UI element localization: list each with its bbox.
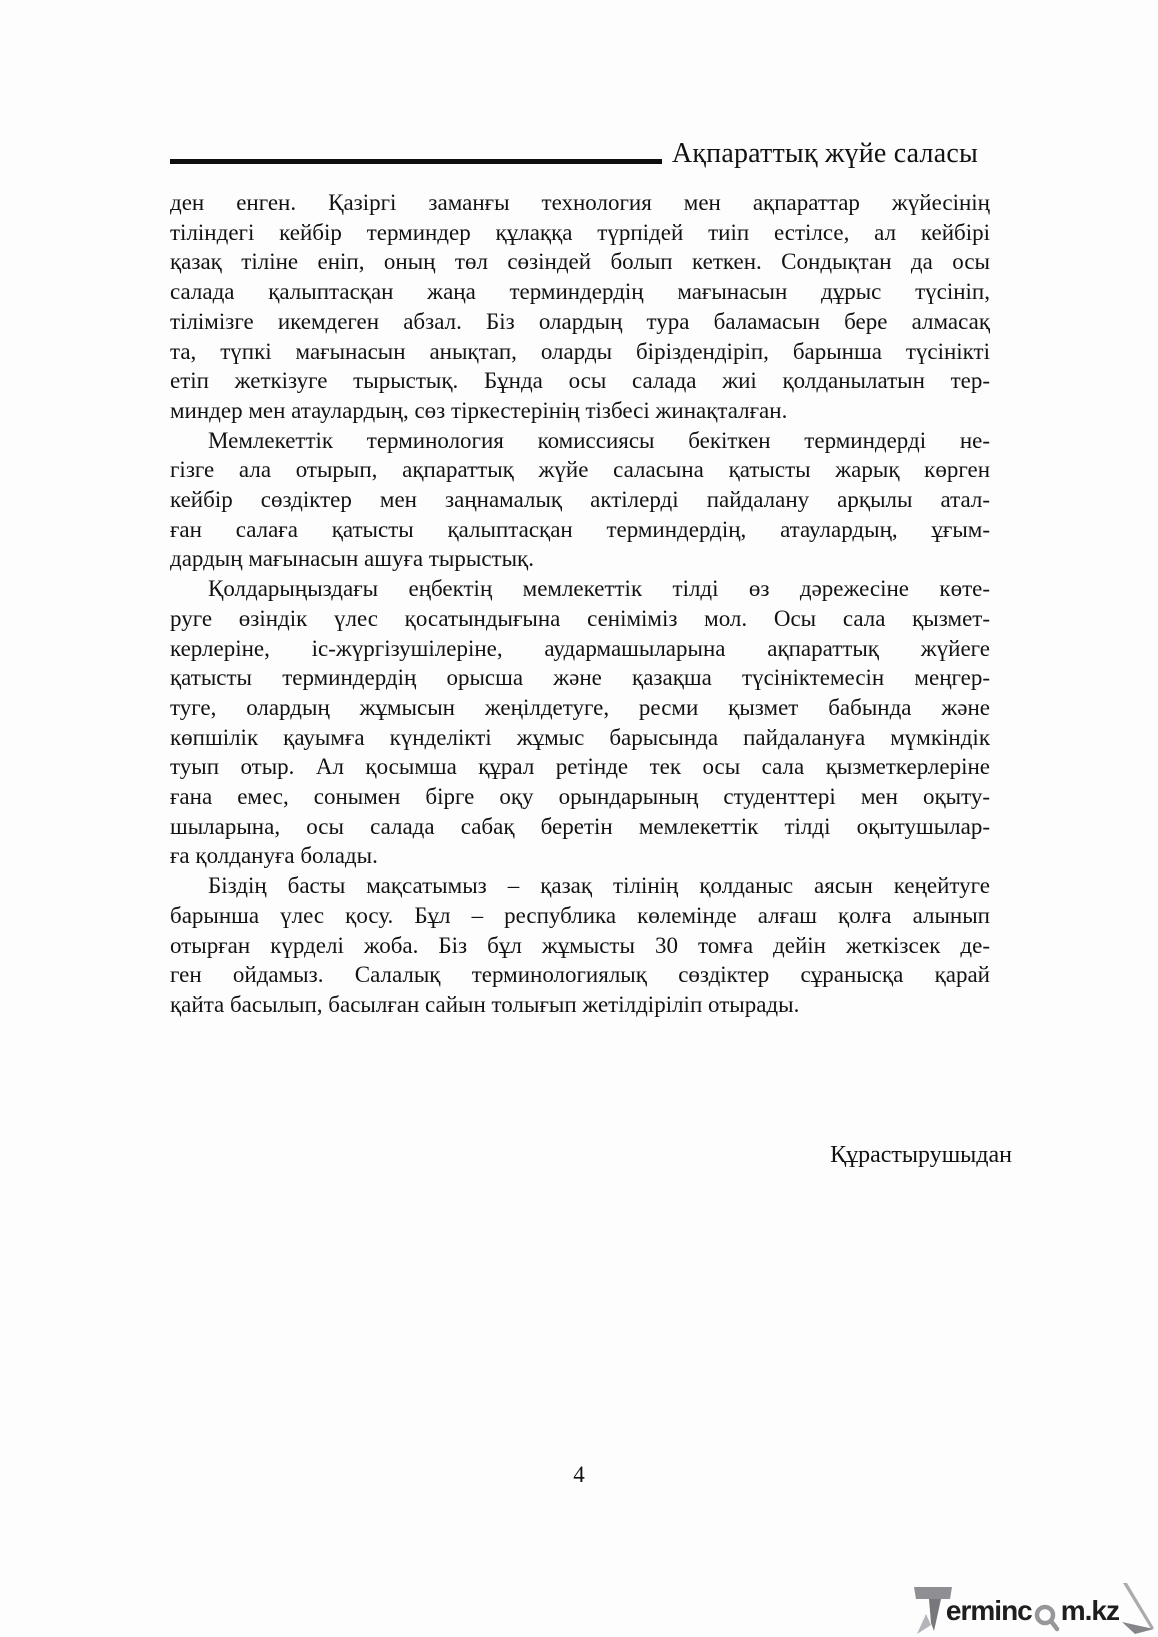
text-line: етіп жеткізуге тырыстық. Бұнда осы салада жиі қолданылатын тер- <box>170 368 990 394</box>
text-line: қатысты терминдердің орысша және қазақша түсініктемесін меңгер- <box>170 665 990 691</box>
text-line: гізге ала отырып, ақпараттық жүйе саласына қатысты жарық көрген <box>170 457 990 483</box>
text-line: салада қалыптасқан жаңа терминдердің мағынасын дұрыс түсініп, <box>170 279 990 305</box>
text-line: руге өзіндік үлес қосатындығына сеніміміз мол. Осы сала қызмет- <box>170 605 990 631</box>
text-line: қазақ тіліне еніп, оның төл сөзіндей болып кеткен. Сондықтан да осы <box>170 249 990 275</box>
text-line: дардың мағынасын ашуға тырыстық. <box>170 546 534 572</box>
logo-domain-text: m.kz <box>1060 1595 1119 1626</box>
termincom-watermark <box>913 1583 1155 1634</box>
page-header <box>170 138 978 170</box>
text-line: ған салаға қатысты қалыптасқан терминдердің, атаулардың, ұғым- <box>170 516 990 542</box>
text-line: көпшілік қауымға күнделікті жұмыс барысында пайдалануға мүмкіндік <box>170 724 990 750</box>
text-line: Мемлекеттік терминология комиссиясы бекіткен терминдерді не- <box>208 427 990 453</box>
text-line: миндер мен атаулардың, сөз тіркестерінің тізбесі жинақталған. <box>170 397 788 423</box>
text-line: отырған күрделі жоба. Біз бұл жұмысты 30 томға дейін жеткізсек де- <box>170 932 990 958</box>
running-head-title: Ақпараттық жүйе саласы <box>671 138 978 169</box>
text-line: тілімізге икемдеген абзал. Біз олардың тура баламасын бере алмасақ <box>170 308 990 334</box>
text-line: ға қолдануға болады. <box>170 843 378 869</box>
header-rule <box>170 159 662 164</box>
text-line: ген ойдамыз. Салалық терминологиялық сөздіктер сұранысқа қарай <box>170 962 990 988</box>
compiler-signature: Құрастырушыдан <box>830 1142 1012 1168</box>
text-line: шыларына, осы салада сабақ беретін мемлекеттік тілді оқытушылар- <box>170 813 990 839</box>
text-line: керлеріне, іс-жүргізушілеріне, аудармашыларына ақпараттық жүйеге <box>170 635 990 661</box>
body-text <box>170 188 990 1020</box>
text-line: туып отыр. Ал қосымша құрал ретінде тек осы сала қызметкерлеріне <box>170 754 990 780</box>
swoosh-icon <box>1121 1583 1155 1635</box>
text-line: Біздің басты мақсатымыз – қазақ тілінің қолданыс аясын кеңейтуге <box>208 873 990 899</box>
text-line: ғана емес, сонымен бірге оқу орындарының студенттері мен оқыту- <box>170 784 990 810</box>
text-line: та, түпкі мағынасын анықтап, оларды біріздендіріп, барынша түсінікті <box>170 338 990 364</box>
text-line: қайта басылып, басылған сайын толығып жетілдіріліп отырады. <box>170 991 800 1017</box>
text-line: Қолдарыңыздағы еңбектің мемлекеттік тілді өз дәрежесіне көте- <box>208 576 990 602</box>
text-line: барынша үлес қосу. Бұл – республика көлемінде алғаш қолға алынып <box>170 902 990 928</box>
text-line: кейбір сөздіктер мен заңнамалық актілерді пайдалану арқылы атал- <box>170 487 990 513</box>
magnifier-icon <box>1034 1603 1060 1633</box>
text-line: ден енген. Қазіргі заманғы технология мен ақпараттар жүйесінің <box>170 190 990 215</box>
text-line: туге, олардың жұмысын жеңілдетуге, ресми қызмет бабында және <box>170 694 990 720</box>
logo-text: erminc <box>945 1595 1032 1626</box>
page-number: 4 <box>573 1462 585 1487</box>
text-line: тіліндегі кейбір терминдер құлаққа түрпідей тиіп естілсе, ал кейбірі <box>170 219 990 245</box>
